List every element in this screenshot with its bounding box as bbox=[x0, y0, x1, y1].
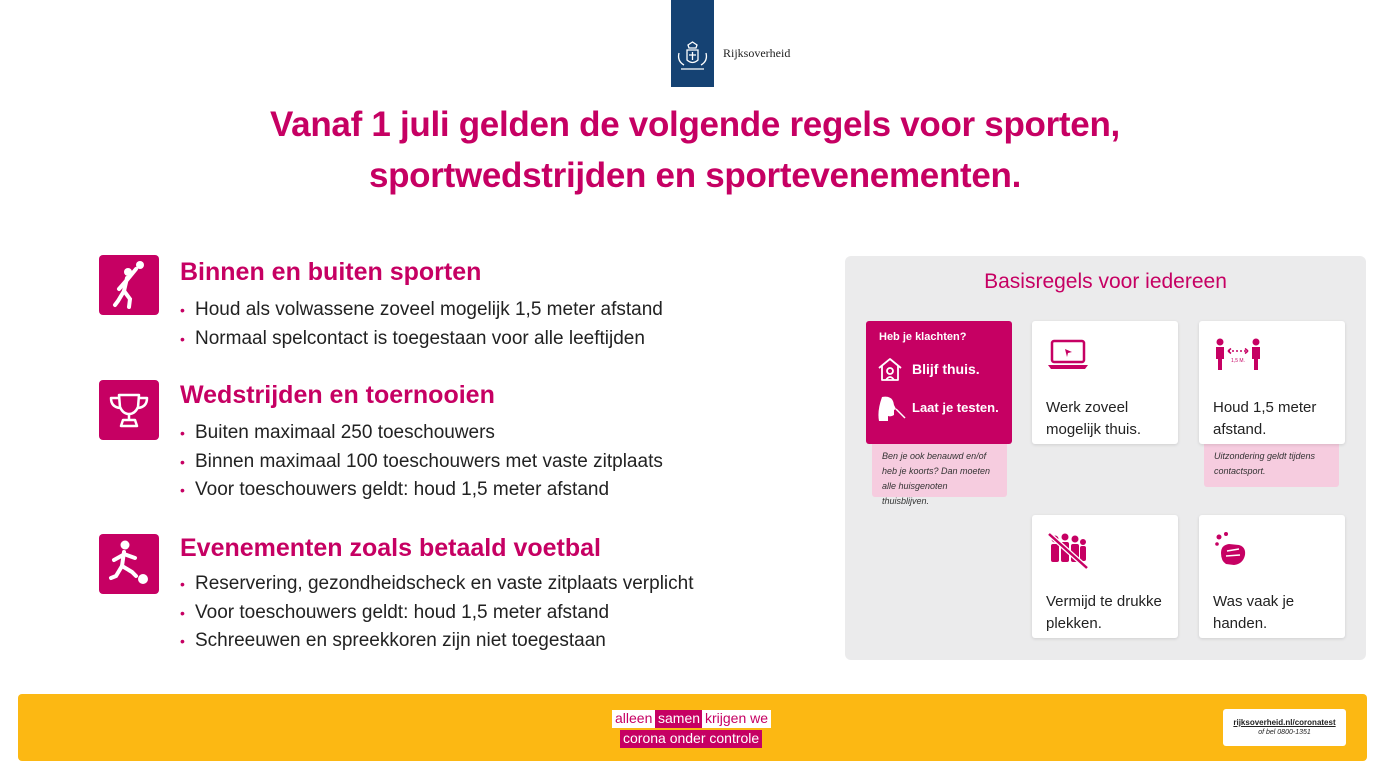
volleyball-player-icon bbox=[99, 255, 159, 315]
card-text: Werk zoveel mogelijk thuis. bbox=[1046, 399, 1142, 438]
rule-card-distance bbox=[1199, 321, 1345, 444]
footer-bar bbox=[18, 694, 1367, 761]
panel-title: Basisregels voor iedereen bbox=[984, 270, 1227, 293]
distance-icon bbox=[1213, 337, 1263, 373]
list-item: • Normaal spelcontact is toegestaan voor alle leeftijden bbox=[180, 325, 663, 354]
rule-heading: Evenementen zoals betaald voetbal bbox=[180, 534, 601, 562]
page-title-line-1: Vanaf 1 juli gelden de volgende regels voor sporten, bbox=[270, 105, 1120, 144]
coronatest-link[interactable]: rijksoverheid.nl/coronatest bbox=[1233, 718, 1336, 727]
coat-of-arms-icon bbox=[675, 40, 710, 75]
complaints-question: Heb je klachten? bbox=[879, 331, 967, 343]
card-text: Houd 1,5 meter afstand. bbox=[1213, 399, 1317, 438]
test-swab-icon bbox=[876, 394, 906, 422]
list-item: • Schreeuwen en spreekkoren zijn niet toegestaan bbox=[180, 627, 694, 656]
rule-bullet-list bbox=[180, 296, 663, 353]
list-item: • Voor toeschouwers geldt: houd 1,5 meter afstand bbox=[180, 599, 694, 628]
list-item: • Reservering, gezondheidscheck en vaste zitplaats verplicht bbox=[180, 570, 694, 599]
distance-note: Uitzondering geldt tijdens contactsport. bbox=[1204, 441, 1339, 487]
rule-card-crowds bbox=[1032, 515, 1178, 638]
rule-heading: Binnen en buiten sporten bbox=[180, 258, 482, 286]
rule-bullet-list bbox=[180, 570, 694, 656]
house-icon bbox=[876, 355, 904, 383]
slogan-word: krijgen we bbox=[702, 710, 771, 728]
stay-home-text: Blijf thuis. bbox=[912, 361, 980, 377]
rule-heading: Wedstrijden en toernooien bbox=[180, 381, 495, 409]
list-item: • Voor toeschouwers geldt: houd 1,5 meter afstand bbox=[180, 476, 663, 505]
laptop-icon bbox=[1046, 337, 1090, 373]
logo-text: Rijksoverheid bbox=[723, 46, 791, 60]
slogan-line-2: corona onder controle bbox=[620, 730, 762, 748]
coronatest-link-box[interactable] bbox=[1223, 709, 1346, 746]
list-item: • Houd als volwassene zoveel mogelijk 1,5 meter afstand bbox=[180, 296, 663, 325]
complaints-note: Ben je ook benauwd en/of heb je koorts? Dan moeten alle huisgenoten thuisblijven. bbox=[872, 441, 1007, 497]
trophy-icon bbox=[99, 380, 159, 440]
slogan-word: samen bbox=[655, 710, 703, 728]
page-title-line-2: sportwedstrijden en sportevenementen. bbox=[368, 156, 1022, 195]
complaints-card bbox=[866, 321, 1012, 444]
get-tested-text: Laat je testen. bbox=[912, 400, 999, 415]
rijksoverheid-logo-bar bbox=[671, 0, 714, 87]
football-player-icon bbox=[99, 534, 159, 594]
phone-text: of bel 0800-1351 bbox=[1258, 729, 1311, 736]
card-text: Was vaak je handen. bbox=[1213, 593, 1295, 632]
distance-label: 1,5 M. bbox=[1231, 358, 1245, 364]
hand-washing-icon bbox=[1213, 531, 1253, 571]
list-item: • Binnen maximaal 100 toeschouwers met vaste zitplaats bbox=[180, 448, 663, 477]
crowd-crossed-icon bbox=[1046, 531, 1090, 571]
rule-bullet-list bbox=[180, 419, 663, 505]
list-item: • Buiten maximaal 250 toeschouwers bbox=[180, 419, 663, 448]
rule-card-wash-hands bbox=[1199, 515, 1345, 638]
rule-card-work-home bbox=[1032, 321, 1178, 444]
slogan-word: alleen bbox=[612, 710, 655, 728]
card-text: Vermijd te drukke plekken. bbox=[1046, 593, 1162, 632]
